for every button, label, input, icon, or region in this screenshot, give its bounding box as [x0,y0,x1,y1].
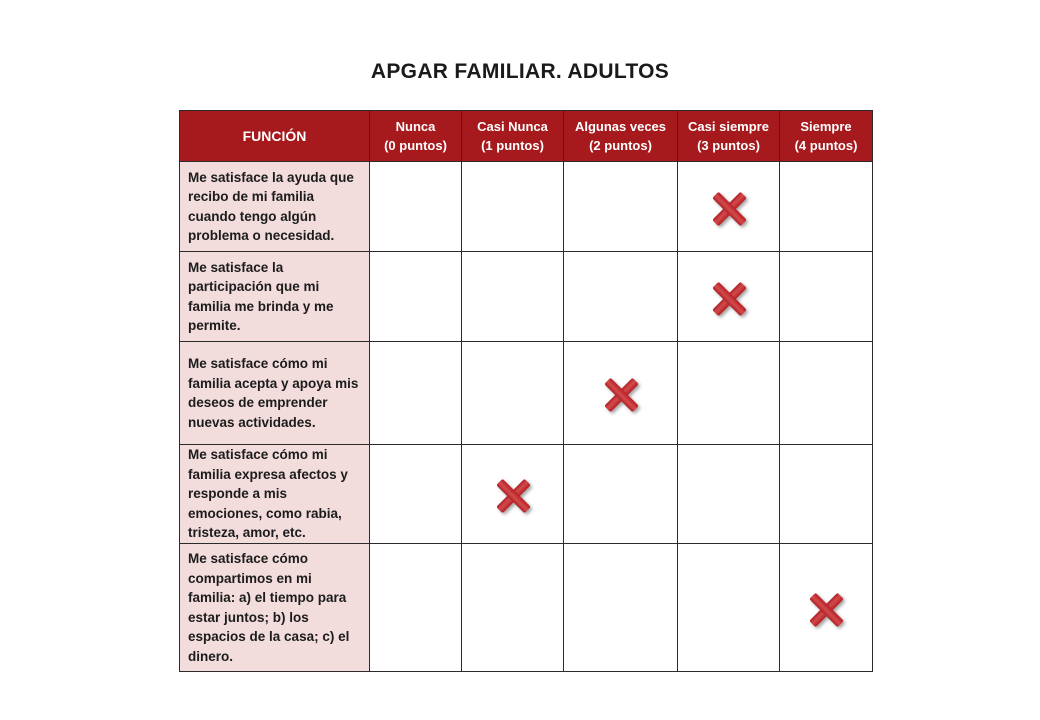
table-row [180,342,873,445]
question-cell [180,252,370,342]
question-cell [180,342,370,445]
answer-cell[interactable] [370,445,462,544]
header-casi-nunca [462,111,564,162]
question-line: Me satisface cómo mi [188,356,328,371]
answer-cell[interactable] [370,544,462,672]
question-line: problema o necesidad. [188,228,335,243]
question-line: emociones, como rabia, [188,505,342,521]
answer-cell[interactable] [678,162,780,252]
question-cell [180,162,370,252]
question-line: participación que mi [188,279,320,294]
x-mark-icon [494,477,532,515]
x-mark-icon [807,591,845,629]
question-line: Me satisface la [188,259,284,275]
answer-cell[interactable] [564,544,678,672]
answer-cell[interactable] [564,252,678,342]
answer-cell[interactable] [564,162,678,252]
header-algunas-veces [564,111,678,162]
question-line: familia acepta y apoya mis [188,375,359,391]
answer-cell[interactable] [780,544,873,672]
question-line: responde a mis [188,486,288,502]
question-line: Me satisface la ayuda que [188,169,354,185]
question-line: familia expresa afectos y [188,466,348,482]
header-casi-siempre [678,111,780,162]
answer-cell[interactable] [780,445,873,544]
answer-cell[interactable] [564,445,678,544]
header-points: (0 puntos) [384,138,447,153]
answer-cell[interactable] [678,342,780,445]
x-mark-icon [602,376,640,414]
question-line: permite. [188,318,241,333]
header-points: (1 puntos) [481,138,544,153]
answer-cell[interactable] [462,252,564,342]
question-line: compartimos en mi [188,570,312,586]
answer-cell[interactable] [780,162,873,252]
question-line: familia: a) el tiempo para [188,590,347,605]
header-row [180,111,873,162]
answer-cell[interactable] [564,342,678,445]
question-line: tristeza, amor, etc. [188,525,306,541]
header-function: FUNCIÓN [180,111,370,162]
header-points: (3 puntos) [697,138,760,153]
answer-cell[interactable] [678,445,780,544]
question-line: espacios de la casa; c) el [188,629,350,644]
header-label: Casi Nunca [477,119,548,134]
page-title: APGAR FAMILIAR. ADULTOS [370,60,670,83]
answer-cell[interactable] [780,342,873,445]
question-line: dinero. [188,648,234,664]
question-cell [180,445,370,544]
x-mark-icon [710,190,748,228]
answer-cell[interactable] [462,544,564,672]
answer-cell[interactable] [462,445,564,544]
header-label: Siempre [800,119,852,134]
question-line: recibo de mi familia [188,189,315,204]
table-row [180,162,873,252]
question-line: familia me brinda y me [188,298,334,314]
question-line: nuevas actividades. [188,414,316,430]
answer-cell[interactable] [462,342,564,445]
answer-cell[interactable] [370,342,462,445]
header-nunca [370,111,462,162]
answer-cell[interactable] [370,162,462,252]
apgar-table [179,110,873,672]
answer-cell[interactable] [678,544,780,672]
question-line: estar juntos; b) los [188,609,309,625]
question-line: cuando tengo algún [188,208,317,224]
table-row [180,252,873,342]
header-label: Casi siempre [688,119,769,134]
header-label: Nunca [395,119,436,134]
answer-cell[interactable] [780,252,873,342]
header-points: (4 puntos) [794,138,858,153]
table-row [180,445,873,544]
question-line: Me satisface cómo [188,551,309,566]
question-line: deseos de emprender [188,395,328,410]
answer-cell[interactable] [462,162,564,252]
header-points: (2 puntos) [589,138,652,153]
question-cell [180,544,370,672]
answer-cell[interactable] [370,252,462,342]
table-row [180,544,873,672]
x-mark-icon [710,280,748,318]
header-label: Algunas veces [574,119,667,134]
header-siempre [780,111,873,162]
answer-cell[interactable] [678,252,780,342]
question-line: Me satisface cómo mi [188,447,328,463]
